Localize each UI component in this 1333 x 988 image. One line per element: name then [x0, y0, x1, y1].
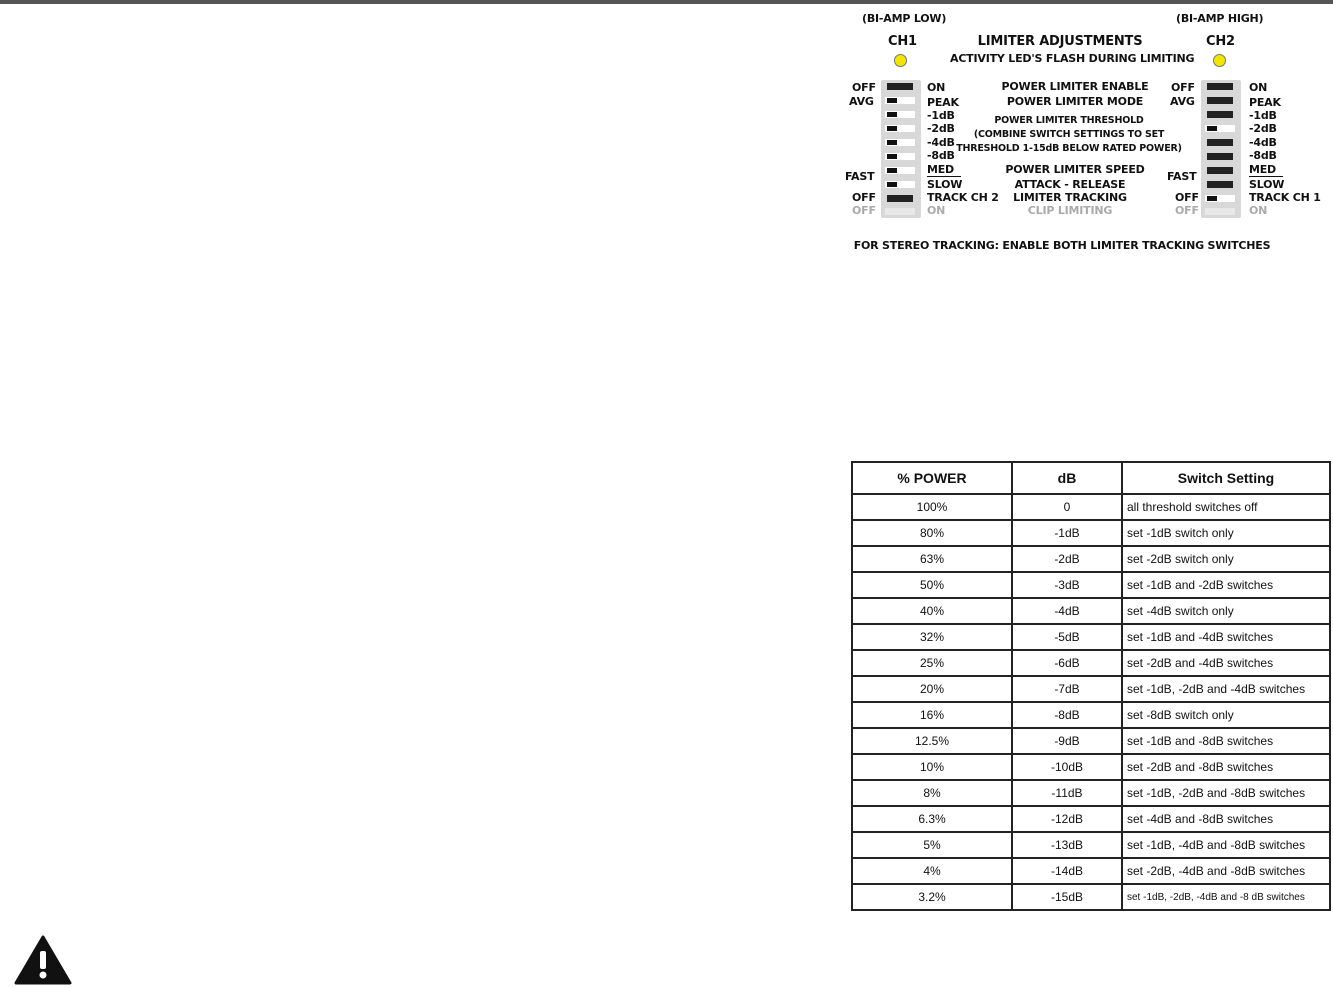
table-row	[852, 780, 1330, 806]
ch1-off-clip-label: OFF	[852, 204, 876, 217]
table-row	[852, 728, 1330, 754]
power-cell: 63%	[852, 546, 1012, 572]
ch2-speed-rule	[1249, 176, 1283, 177]
power-cell: 6.3%	[852, 806, 1012, 832]
db-cell: -10dB	[1012, 754, 1122, 780]
ch2-4db-label: -4dB	[1249, 136, 1277, 149]
table-row	[852, 858, 1330, 884]
ch1-avg-label: AVG	[849, 95, 874, 108]
db-cell: -14dB	[1012, 858, 1122, 884]
db-cell: -13dB	[1012, 832, 1122, 858]
power-cell: 20%	[852, 676, 1012, 702]
ch1-1db-label: -1dB	[927, 109, 955, 122]
power-cell: 16%	[852, 702, 1012, 728]
ch1-switch	[885, 111, 915, 118]
ch1-off-track-label: OFF	[852, 191, 876, 204]
switch-setting-cell: set -2dB, -4dB and -8dB switches	[1122, 858, 1330, 884]
ch2-on-clip-label: ON	[1249, 204, 1268, 217]
ch1-med-label: MED	[927, 163, 954, 176]
ch2-off-clip-label: OFF	[1175, 204, 1199, 217]
ch2-peak-label: PEAK	[1249, 96, 1281, 109]
header-db: dB	[1012, 462, 1122, 494]
power-cell: 100%	[852, 494, 1012, 520]
db-cell: -11dB	[1012, 780, 1122, 806]
ch2-dip-switch	[1201, 80, 1241, 218]
ch2-switch-disabled	[1205, 208, 1235, 215]
limiter-enable-label: POWER LIMITER ENABLE	[1001, 80, 1149, 93]
db-cell: -3dB	[1012, 572, 1122, 598]
diagram-footer: FOR STEREO TRACKING: ENABLE BOTH LIMITER TRACKING SWITCHES	[853, 239, 1271, 252]
threshold-note-2: THRESHOLD 1-15dB BELOW RATED POWER)	[956, 143, 1182, 154]
table-row	[852, 676, 1330, 702]
table-row	[852, 598, 1330, 624]
table-row	[852, 702, 1330, 728]
power-threshold-table	[851, 461, 1331, 911]
clip-limiting-label: CLIP LIMITING	[1027, 204, 1113, 217]
ch1-track-label: TRACK CH 2	[927, 191, 999, 204]
table-row	[852, 884, 1330, 910]
ch2-switch	[1205, 195, 1235, 202]
ch1-fast-label: FAST	[845, 170, 875, 183]
ch1-mode-label: (BI-AMP LOW)	[862, 12, 947, 25]
table-row	[852, 832, 1330, 858]
ch1-2db-label: -2dB	[927, 122, 955, 135]
db-cell: -1dB	[1012, 520, 1122, 546]
table-row	[852, 572, 1330, 598]
ch1-on-label: ON	[927, 81, 946, 94]
table-row	[852, 494, 1330, 520]
diagram-subtitle: ACTIVITY LED'S FLASH DURING LIMITING	[950, 52, 1195, 65]
power-cell: 10%	[852, 754, 1012, 780]
header-switch-setting: Switch Setting	[1122, 462, 1330, 494]
power-cell: 5%	[852, 832, 1012, 858]
power-cell: 40%	[852, 598, 1012, 624]
ch1-label: CH1	[888, 34, 917, 49]
switch-setting-cell: set -1dB and -4dB switches	[1122, 624, 1330, 650]
power-cell: 50%	[852, 572, 1012, 598]
ch2-avg-label: AVG	[1170, 95, 1195, 108]
ch1-slow-label: SLOW	[927, 178, 963, 191]
attack-release-label: ATTACK - RELEASE	[1014, 178, 1126, 191]
db-cell: 0	[1012, 494, 1122, 520]
limiter-threshold-label: POWER LIMITER THRESHOLD	[994, 115, 1144, 126]
switch-setting-cell: set -1dB and -8dB switches	[1122, 728, 1330, 754]
ch1-peak-label: PEAK	[927, 96, 959, 109]
switch-setting-cell: set -1dB, -4dB and -8dB switches	[1122, 832, 1330, 858]
switch-setting-cell: set -1dB, -2dB, -4dB and -8 dB switches	[1122, 884, 1330, 910]
power-cell: 8%	[852, 780, 1012, 806]
ch2-mode-label: (BI-AMP HIGH)	[1176, 12, 1264, 25]
db-cell: -8dB	[1012, 702, 1122, 728]
table-row	[852, 546, 1330, 572]
ch2-1db-label: -1dB	[1249, 109, 1277, 122]
ch2-8db-label: -8dB	[1249, 149, 1277, 162]
ch1-switch	[885, 153, 915, 160]
power-cell: 4%	[852, 858, 1012, 884]
db-cell: -12dB	[1012, 806, 1122, 832]
ch2-activity-led	[1213, 54, 1226, 67]
ch2-off-track-label: OFF	[1175, 191, 1199, 204]
threshold-note-1: (COMBINE SWITCH SETTINGS TO SET	[973, 129, 1165, 140]
ch2-fast-label: FAST	[1167, 170, 1197, 183]
ch1-speed-rule	[927, 176, 961, 177]
table-row	[852, 520, 1330, 546]
ch1-switch	[885, 125, 915, 132]
db-cell: -7dB	[1012, 676, 1122, 702]
ch2-on-label: ON	[1249, 81, 1268, 94]
header-power: % POWER	[852, 462, 1012, 494]
limiter-speed-label: POWER LIMITER SPEED	[1005, 163, 1145, 176]
switch-setting-cell: set -2dB and -4dB switches	[1122, 650, 1330, 676]
ch1-dip-switch	[881, 80, 921, 218]
diagram-title: LIMITER ADJUSTMENTS	[977, 34, 1143, 49]
table-header-row	[852, 462, 1330, 494]
switch-setting-cell: set -4dB switch only	[1122, 598, 1330, 624]
switch-setting-cell: set -2dB and -8dB switches	[1122, 754, 1330, 780]
top-rule	[0, 0, 1333, 4]
switch-setting-cell: set -1dB switch only	[1122, 520, 1330, 546]
ch2-2db-label: -2dB	[1249, 122, 1277, 135]
switch-setting-cell: set -2dB switch only	[1122, 546, 1330, 572]
ch2-med-label: MED	[1249, 163, 1276, 176]
ch2-label: CH2	[1206, 34, 1235, 49]
ch1-activity-led	[894, 54, 907, 67]
power-cell: 3.2%	[852, 884, 1012, 910]
db-cell: -6dB	[1012, 650, 1122, 676]
power-cell: 80%	[852, 520, 1012, 546]
ch2-switch	[1205, 125, 1235, 132]
switch-setting-cell: set -8dB switch only	[1122, 702, 1330, 728]
power-cell: 25%	[852, 650, 1012, 676]
db-cell: -4dB	[1012, 598, 1122, 624]
table-row	[852, 754, 1330, 780]
switch-setting-cell: set -4dB and -8dB switches	[1122, 806, 1330, 832]
ch1-switch	[885, 181, 915, 188]
ch1-8db-label: -8dB	[927, 149, 955, 162]
ch1-4db-label: -4dB	[927, 136, 955, 149]
power-cell: 32%	[852, 624, 1012, 650]
ch1-off-label: OFF	[852, 81, 876, 94]
ch2-track-label: TRACK CH 1	[1249, 191, 1321, 204]
switch-setting-cell: set -1dB, -2dB and -4dB switches	[1122, 676, 1330, 702]
warning-triangle-icon	[14, 935, 72, 985]
ch2-off-label: OFF	[1171, 81, 1195, 94]
db-cell: -9dB	[1012, 728, 1122, 754]
switch-setting-cell: set -1dB and -2dB switches	[1122, 572, 1330, 598]
switch-setting-cell: all threshold switches off	[1122, 494, 1330, 520]
ch1-switch	[885, 97, 915, 104]
table-body	[852, 494, 1330, 910]
ch2-slow-label: SLOW	[1249, 178, 1285, 191]
table-row	[852, 650, 1330, 676]
limiter-tracking-label: LIMITER TRACKING	[1013, 191, 1127, 204]
ch1-switch	[885, 167, 915, 174]
switch-setting-cell: set -1dB, -2dB and -8dB switches	[1122, 780, 1330, 806]
db-cell: -5dB	[1012, 624, 1122, 650]
ch1-switch	[885, 139, 915, 146]
limiter-mode-label: POWER LIMITER MODE	[1006, 95, 1144, 108]
db-cell: -15dB	[1012, 884, 1122, 910]
table-row	[852, 806, 1330, 832]
table-row	[852, 624, 1330, 650]
power-cell: 12.5%	[852, 728, 1012, 754]
db-cell: -2dB	[1012, 546, 1122, 572]
ch1-on-clip-label: ON	[927, 204, 946, 217]
ch1-switch-disabled	[885, 208, 915, 215]
